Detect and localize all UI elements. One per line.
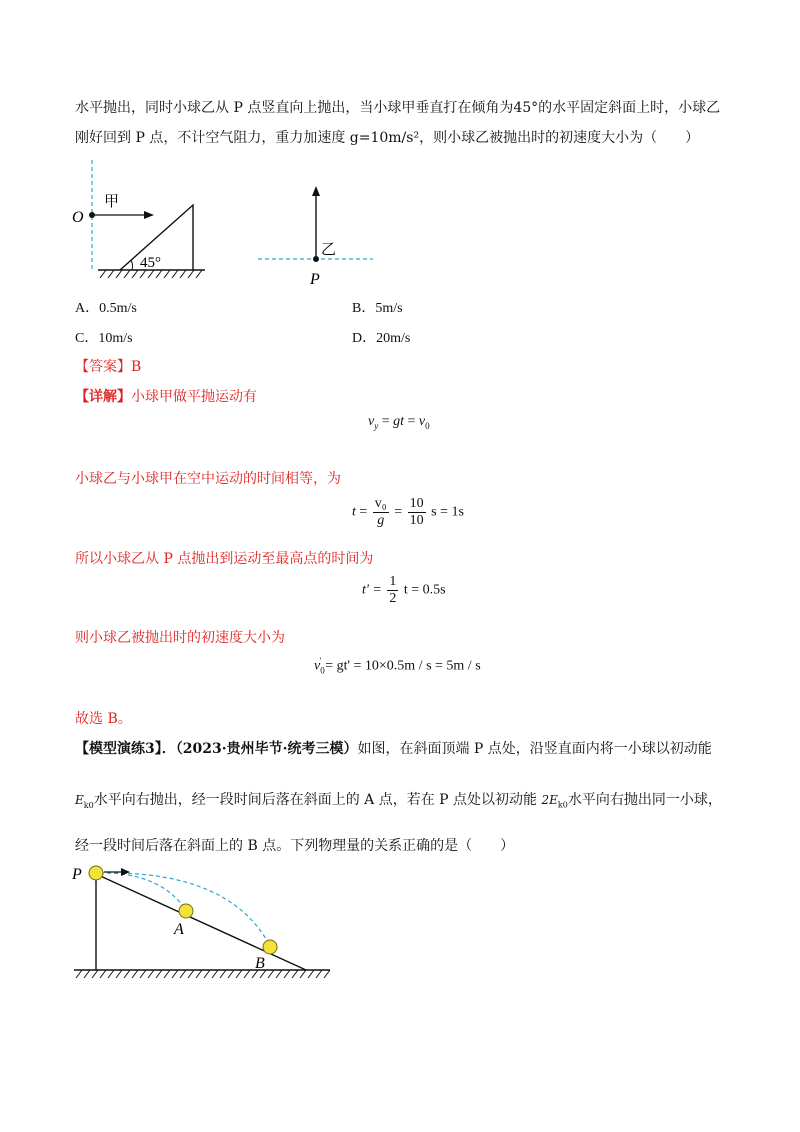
eq3-lhs: t' = [362,582,382,598]
equation-2: t = $\frac{\text{v₀}}{g}$ = $\frac{10}{10}$ s = 1s [352,496,464,528]
label-jia: 甲 [104,194,120,210]
q2-text2a: 水平向右抛出，经一段时间后落在斜面上的 A 点，若在 P 点处以初动能 [93,792,538,808]
ball-a [179,904,193,918]
eq4-rhs: = gt' = 10×0.5m / s = 5m / s [325,658,481,674]
q2-head: 【模型演练3】．（2023·贵州毕节·统考三模） [75,741,358,757]
label-B: B [255,955,265,972]
eq2-d1: g [377,513,385,528]
option-d[interactable]: D．20m/s [352,331,411,346]
detail-head: 【详解】 [75,389,131,405]
label-O: O [72,209,84,226]
q2-text1: 如图，在斜面顶端 P 点处，沿竖直面内将一小球以初动能 [357,741,712,757]
text-4: 则小球乙被抛出时的初速度大小为 [75,630,285,646]
label-P1: P [310,271,320,288]
label-P2: P [72,866,82,883]
ek0-symbol: E [75,793,84,807]
eq2-n1: v₀ [374,496,387,511]
eq3-n: 1 [389,574,397,589]
text-2: 小球乙与小球甲在空中运动的时间相等，为 [75,471,341,487]
option-c[interactable]: C．10m/s [75,331,133,346]
answer: 【答案】B [75,359,142,375]
equation-3 [362,574,446,607]
ek0-2-symbol: 2E [541,793,558,807]
equation-1: $v_y$ = gt = $v_0$ [368,414,430,431]
q2-line2: $E_{k0}$水平向右抛出，经一段时间后落在斜面上的 A 点，若在 P 点处以初动能 $2E_{k0}$水平向右抛出同一小球， [75,792,722,810]
q2-line3: 经一段时间后落在斜面上的 B 点。下列物理量的关系正确的是（ ） [75,838,515,854]
detail-line [75,387,257,407]
conclusion: 故选 B。 [75,711,132,727]
q2-line1 [75,739,712,759]
eq2-d2: 10 [409,513,424,528]
eq2-n2: 10 [409,496,424,511]
text-3: 所以小球乙从 P 点抛出到运动至最高点的时间为 [75,551,374,567]
eq3-rhs: t = 0.5s [403,582,446,598]
label-A: A [174,921,184,938]
eq2-rhs: s = 1s [431,504,464,520]
ball-b [263,940,277,954]
label-yi: 乙 [321,242,337,258]
q1-line2: 刚好回到 P 点，不计空气阻力，重力加速度 g=10m/s²，则小球乙被抛出时的初速度大小为（ ） [75,130,700,146]
q2-text2b: 水平向右抛出同一小球， [567,792,722,808]
q1-line1: 水平抛出，同时小球乙从 P 点竖直向上抛出，当小球甲垂直打在倾角为45°的水平固定斜面上时，小球乙 [75,100,721,116]
equation-4: $v_0' = gt' = 10\times 0.5m / s = 5m / s$ [314,656,481,676]
ball-p [89,866,103,880]
eq3-d: 2 [389,591,397,606]
label-angle: 45° [140,255,161,271]
option-a[interactable]: A．0.5m/s [75,301,137,316]
detail-text: 小球甲做平抛运动有 [131,389,257,405]
figure-incline-balls [0,860,800,990]
option-b[interactable]: B．5m/s [352,301,403,316]
